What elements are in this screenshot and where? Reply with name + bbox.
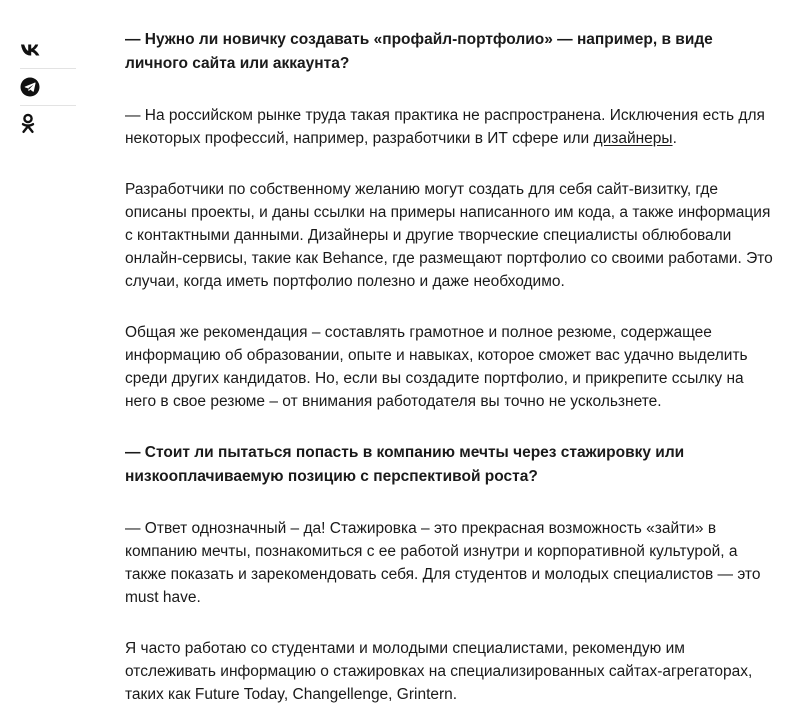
resume-recommendation-paragraph: Общая же рекомендация – составлять грамотное и полное резюме, содержащее информацию об образовании, опыте и навыках, которое сможет вас удачно выделить среди других кандидатов. Но, если вы создадите портфолио, и прикрепите ссылку на него в свое резюме – от внимания работодателя вы точно не ускользнете. xyxy=(125,324,748,410)
answer-internship-paragraph: — Ответ однозначный – да! Стажировка – это прекрасная возможность «зайти» в компанию мечты, познакомиться с ее работой изнутри и корпоративной культурой, а также показать и зарекомендовать себя. Для студентов и молодых специалистов — это must have. xyxy=(125,520,761,606)
answer-portfolio-end: . xyxy=(672,130,677,147)
share-ok-button[interactable] xyxy=(20,106,76,142)
answer-portfolio-text: — На российском рынке труда такая практика не распространена. Исключения есть для некоторых профессий, например, разработчики в ИТ сфере или xyxy=(125,107,765,147)
share-vk-button[interactable] xyxy=(20,32,76,68)
aggregators-paragraph: Я часто работаю со студентами и молодыми специалистами, рекомендую им отслеживать информацию о стажировках на специализированных сайтах-агрегаторах, таких как Future Today, Changellenge, Grintern. xyxy=(125,640,753,703)
share-telegram-button[interactable] xyxy=(20,69,76,105)
designers-link[interactable]: дизайнеры xyxy=(593,130,673,147)
question-internship: — Стоит ли пытаться попасть в компанию мечты через стажировку или низкооплачиваемую позицию с перспективой роста? xyxy=(125,444,685,485)
answer-portfolio-paragraph xyxy=(125,104,775,150)
share-sidebar xyxy=(20,32,76,142)
article-body xyxy=(125,28,775,706)
telegram-icon xyxy=(20,77,40,97)
developers-paragraph: Разработчики по собственному желанию могут создать для себя сайт-визитку, где описаны проекты, и даны ссылки на примеры написанного им кода, а также информация с контактными данными. Дизайнеры и другие творческие специалисты облюбовали онлайн-сервисы, такие как Behance, где размещают портфолио со своими работами. Это случаи, когда иметь портфолио полезно и даже необходимо. xyxy=(125,181,773,290)
vk-icon xyxy=(20,43,42,57)
question-portfolio: — Нужно ли новичку создавать «профайл-портфолио» — например, в виде личного сайта или аккаунта? xyxy=(125,31,713,72)
odnoklassniki-icon xyxy=(20,113,36,135)
